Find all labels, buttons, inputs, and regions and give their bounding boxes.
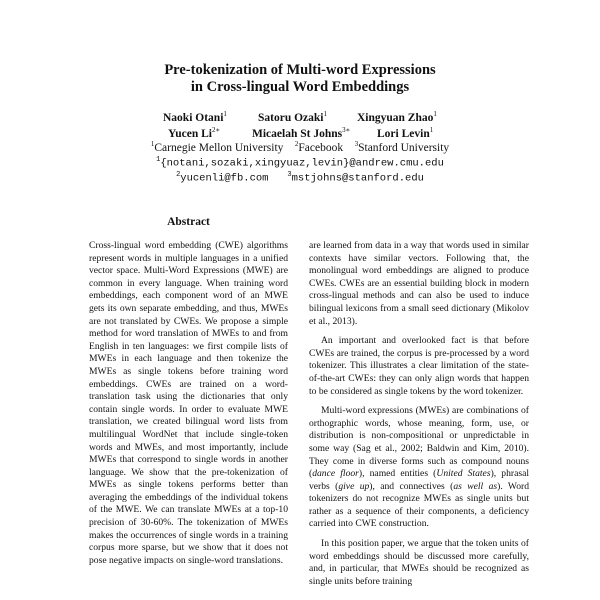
affiliation-stanford: Stanford University xyxy=(358,141,450,154)
affiliation-facebook: Facebook xyxy=(298,141,344,154)
author-micaelah-st-johns: Micaelah St Johns$^{3∗}$ xyxy=(252,126,351,140)
abstract-heading: Abstract xyxy=(167,216,210,228)
affiliation-cmu: Carnegie Mellon University xyxy=(154,141,284,154)
author-xingyuan-zhao: Xingyuan Zhao$^1$ xyxy=(357,110,437,124)
title-line-1: Pre-tokenization of Multi-word Expressions xyxy=(164,62,436,78)
author-yucen-li: Yucen $Li^{2∗}$ xyxy=(168,126,221,140)
intro-paragraph-3: Multi-word expressions (MWEs) are combinations of orthographic words, whose meaning, form, use, or distribution is non-compositional or unpredictable in some way (Sag et al., 2002; Baldwin and Kim, 2010). They come in diverse forms such as compound nouns (dance floor), named entities (United States), phrasal verbs (give up), and connectives (as well as). Word tokenizers do not recognize MWEs as single units but rather as a sequence of their components, a deficiency carried into CWE construction. xyxy=(309,405,529,530)
author-naoki-otani: Naoki Otani$^1$ xyxy=(163,110,227,124)
author-row-1 xyxy=(0,110,600,126)
title-line-2: in Cross-lingual Word Embeddings xyxy=(190,79,410,95)
affiliations: $^1$Carnegie Mellon University $^2$Facebook $^3$Stanford University xyxy=(150,140,450,154)
intro-column xyxy=(309,240,529,595)
abstract-text xyxy=(89,240,288,574)
email-line-2: $^2$yucenli@fb.com $^3$mstjohns@stanford.edu xyxy=(176,171,424,185)
intro-paragraph-2: An important and overlooked fact is that before CWEs are trained, the corpus is pre-processed by a word tokenizer. This illustrates a clear limitation of the state-of-the-art CWEs: they can only align words that happen to be considered as single tokens by the word tokenizer. xyxy=(309,335,529,397)
email-line-1: $^1${notani,sozaki,xingyuaz,levin}@andrew.cmu.edu xyxy=(156,156,444,170)
paper-title xyxy=(0,62,600,96)
intro-paragraph-1: are learned from data in a way that words used in similar contexts have similar vectors. Following that, the monolingual word embeddings are aligned to produce CWEs. CWEs are an essential building block in modern cross-lingual methods and can also be used to induce bilingual lexicons from a small seed dictionary (Mikolov et al., 2013). xyxy=(309,240,529,327)
intro-paragraph-4: In this position paper, we argue that the token units of word embeddings should be discussed more carefully, and, in particular, that MWEs should be recognized as single units before training xyxy=(309,538,529,587)
author-lori-levin: Lori Levin$^1$ xyxy=(377,126,434,140)
abstract-paragraph: Cross-lingual word embedding (CWE) algorithms represent words in multiple languages in a unified vector space. Multi-Word Expressions (MWE) are common in every language. When training word embeddings, each component word of an MWE gets its own separate embedding, and thus, MWEs are not translated by CWEs. We propose a simple method for word translation of MWEs to and from English in ten languages: we first compile lists of MWEs in each language and then tokenize the MWEs as single tokens before training word embeddings. CWEs are trained on a word-translation task using the dictionaries that only contain single words. In order to evaluate MWE translation, we created bilingual word lists from multilingual WordNet that include single-token words and MWEs, and most importantly, include MWEs that correspond to single words in another language. We show that the pre-tokenization of MWEs as single tokens performs better than averaging the embeddings of the individual tokens of the MWE. We can translate MWEs at a top-10 precision of 30-60%. The tokenization of MWEs makes the occurrences of single words in a training corpus more sparse, but we show that it does not pose negative impacts on single-word translations. xyxy=(89,240,288,566)
author-block xyxy=(0,110,600,142)
author-satoru-ozaki: Satoru Ozaki$^1$ xyxy=(258,110,327,124)
